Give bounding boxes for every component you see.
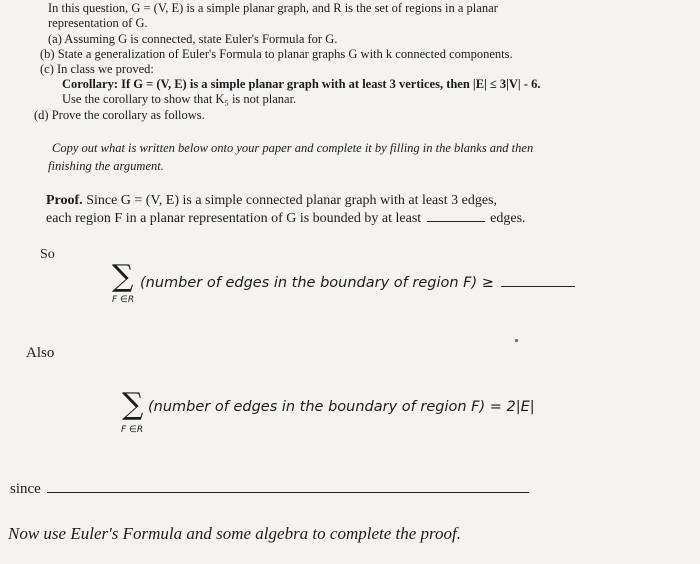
instructions-line-1: Copy out what is written below onto your paper and complete it by filling in the blanks and then xyxy=(52,141,534,155)
also-label: Also xyxy=(26,345,55,361)
proof-line-2 xyxy=(46,212,526,226)
since-label: since xyxy=(10,481,41,497)
intro-line-2: representation of G. xyxy=(48,16,148,30)
summation-symbol: ∑ xyxy=(112,259,134,294)
summation-subscript-2: F ∈R xyxy=(121,425,144,435)
corollary xyxy=(62,78,540,91)
proof-line-2-text: each region F in a planar representation of G is bounded by at least xyxy=(46,211,422,226)
part-d: (d) Prove the corollary as follows. xyxy=(34,108,205,122)
intro-line-1: In this question, G = (V, E) is a simple planar graph, and R is the set of regions in a planar xyxy=(48,1,498,15)
summation-symbol-2: ∑ xyxy=(122,387,144,422)
proof-label: Proof. xyxy=(46,193,83,208)
since-line xyxy=(10,482,531,497)
instructions-line-2: finishing the argument. xyxy=(48,159,164,173)
blank-sum-lower-bound[interactable] xyxy=(501,285,575,287)
final-instruction: Now use Euler's Formula and some algebra to complete the proof. xyxy=(8,524,461,543)
sum-2-expression: (number of edges in the boundary of region F) = 2|E| xyxy=(148,399,535,415)
stray-mark xyxy=(515,339,518,342)
part-c: (c) In class we proved: xyxy=(40,62,154,76)
part-b: (b) State a generalization of Euler's Formula to planar graphs G with k connected components. xyxy=(40,47,513,61)
summation-subscript: F ∈R xyxy=(112,295,135,305)
so-label: So xyxy=(40,247,55,262)
part-a: (a) Assuming G is connected, state Euler's Formula for G. xyxy=(48,32,338,46)
corollary-label: Corollary: xyxy=(62,77,119,91)
sum-1-expression xyxy=(140,276,577,291)
proof-line-1 xyxy=(46,194,497,208)
sum-1-text: (number of edges in the boundary of region F) ≥ xyxy=(140,275,494,291)
use-corollary-line: Use the corollary to show that K₅ is not planar. xyxy=(62,92,297,106)
blank-min-edges[interactable] xyxy=(427,220,485,222)
corollary-text: If G = (V, E) is a simple planar graph with at least 3 vertices, then |E| ≤ 3|V| - 6. xyxy=(118,77,541,91)
proof-line-2-end: edges. xyxy=(490,211,526,226)
blank-since-reason[interactable] xyxy=(47,491,529,493)
proof-line-1-text: Since G = (V, E) is a simple connected planar graph with at least 3 edges, xyxy=(82,193,497,208)
